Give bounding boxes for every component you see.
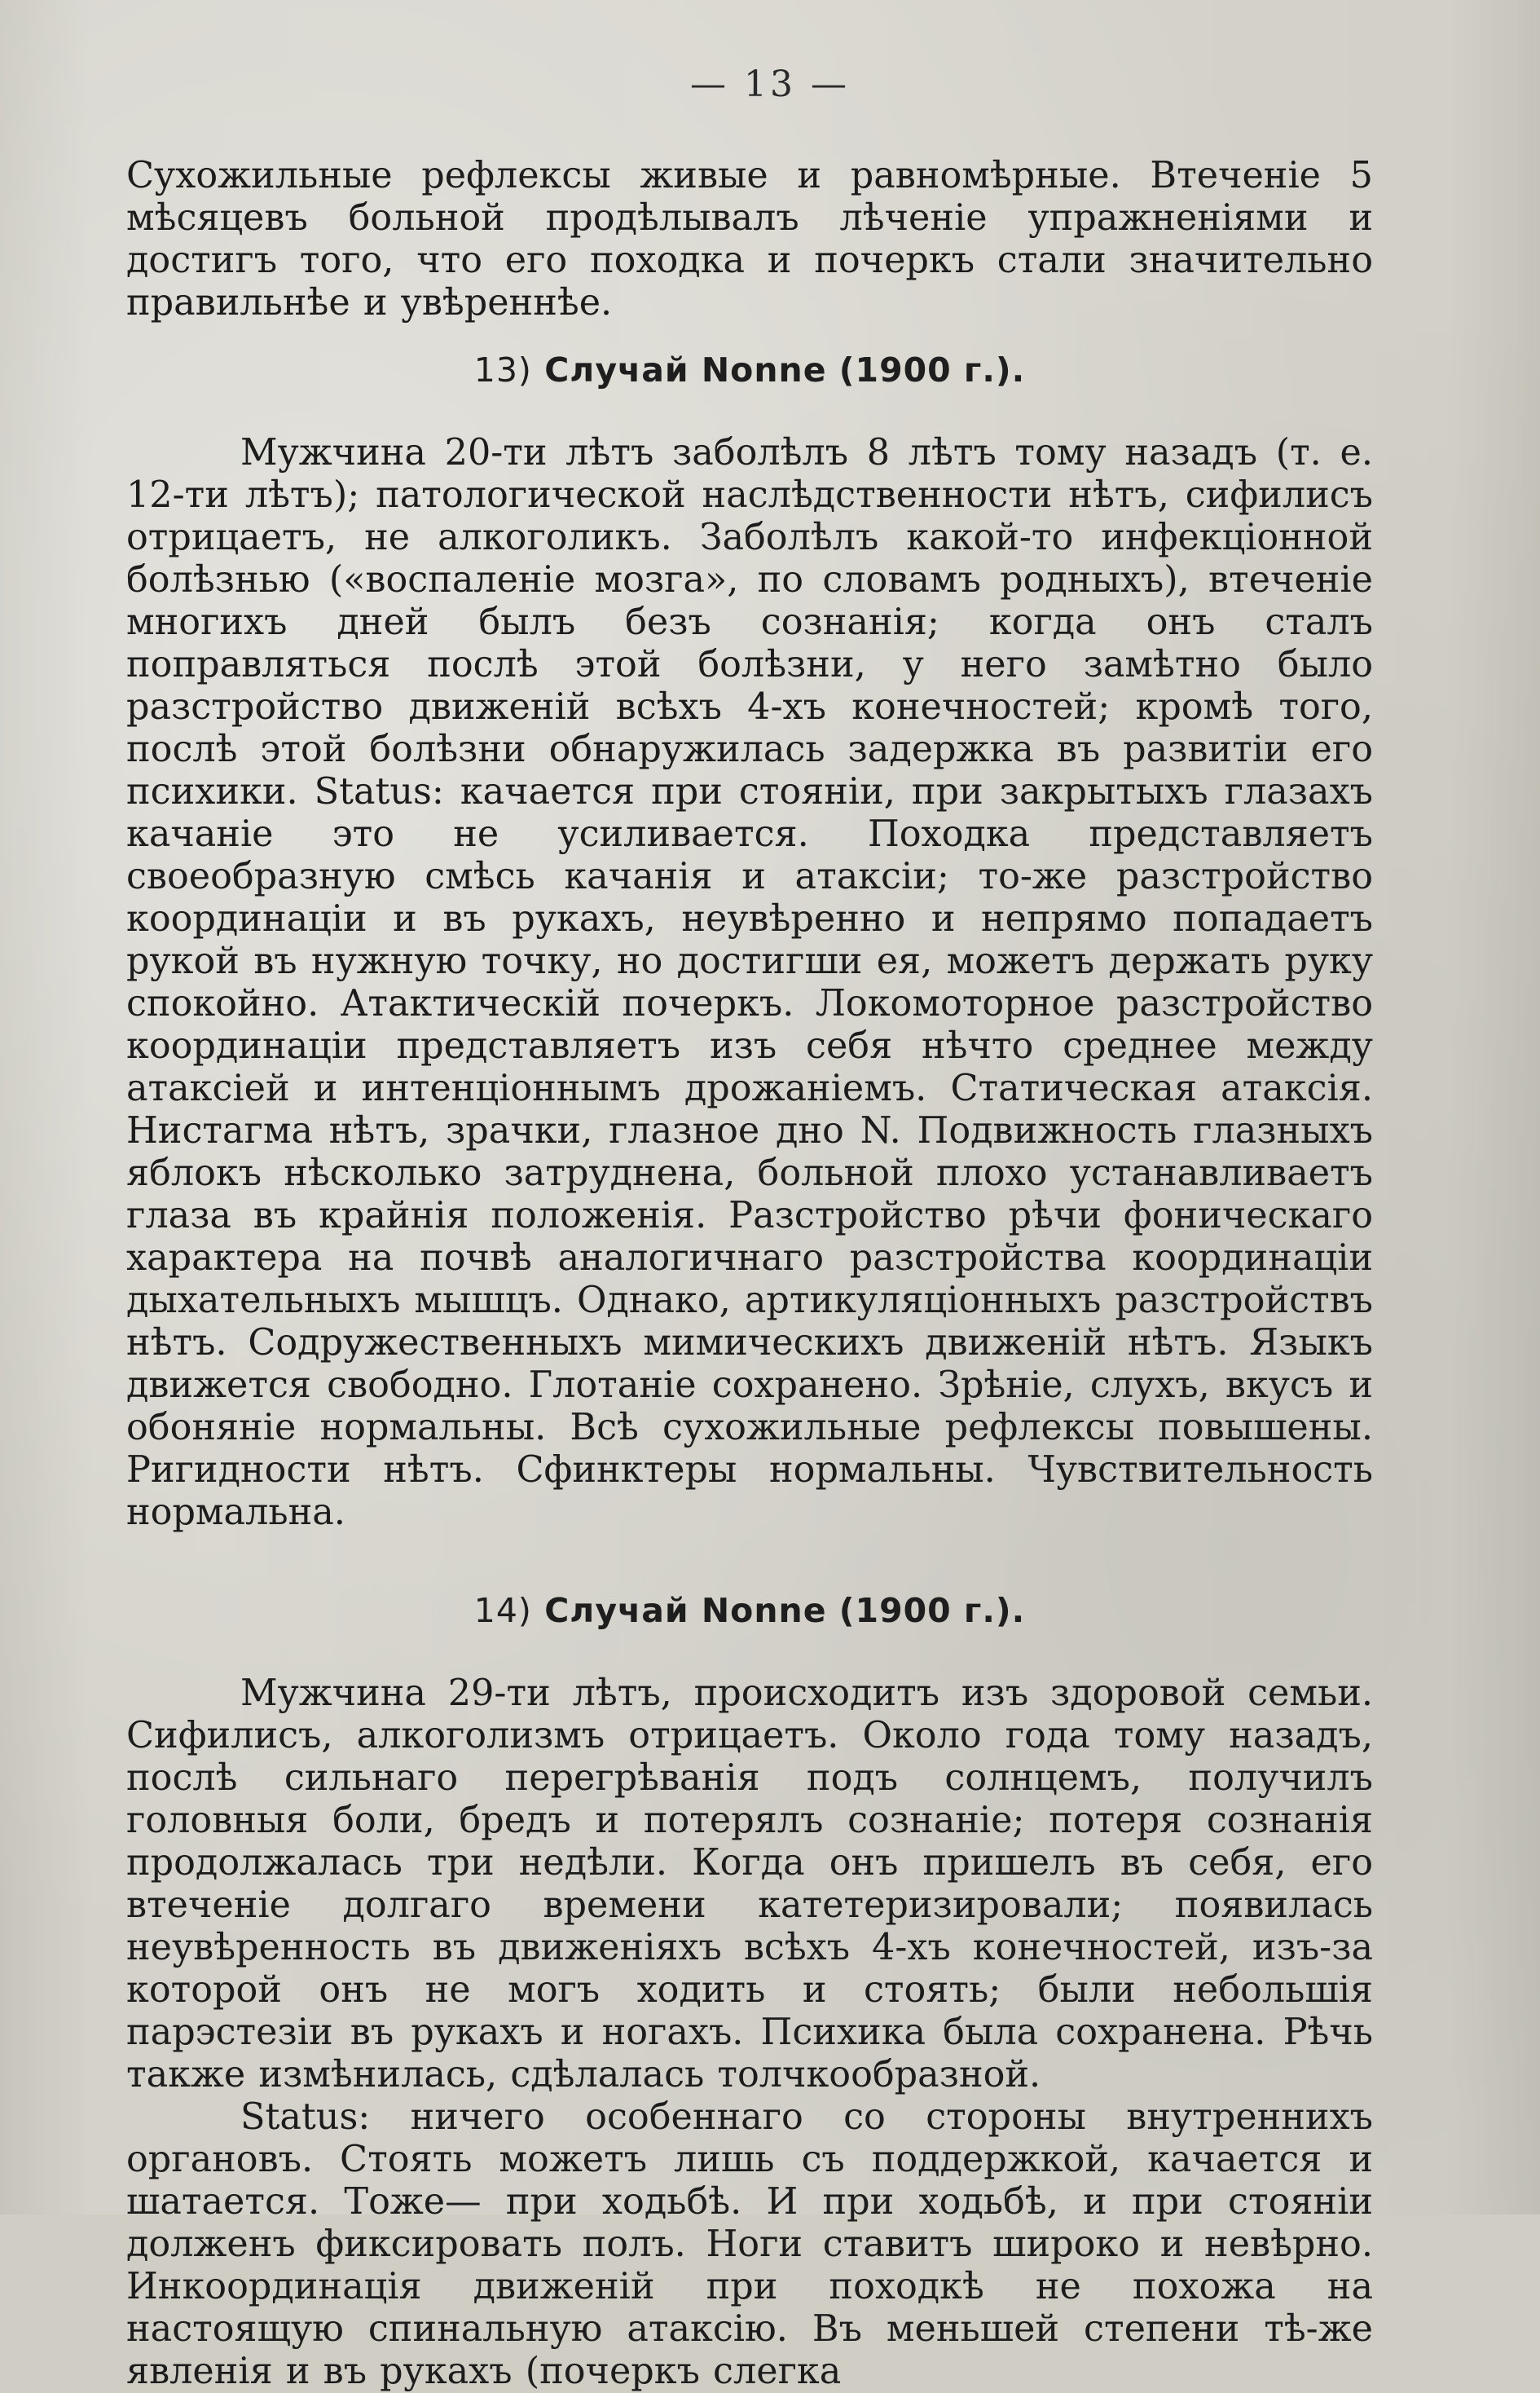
case-14-paragraph-2: Status: ничего особеннаго со стороны внутреннихъ органовъ. Стоять можетъ лишь съ поддержкой, качается и шатается. Тоже— при ходьбѣ. И при ходьбѣ, и при стояніи долженъ фиксировать полъ. Ноги ставитъ широко и невѣрно. Инкоординація движеній при походкѣ не похожа на настоящую спинальную атаксію. Въ меньшей степени тѣ-же явленія и въ рукахъ (почеркъ слегка — [126, 2096, 1373, 2392]
spacer — [126, 324, 1373, 349]
page-body — [126, 155, 1373, 2393]
spacer — [126, 1632, 1373, 1672]
case-13-heading-number: 13) — [473, 350, 532, 390]
spacer — [126, 391, 1373, 432]
case-13-heading — [126, 349, 1373, 391]
case-14-heading — [126, 1589, 1373, 1632]
case-14-heading-text: Случай Nonne (1900 г.). — [544, 1591, 1026, 1630]
case-14-paragraph-1: Мужчина 29-ти лѣтъ, происходитъ изъ здоровой семьи. Сифилисъ, алкоголизмъ отрицаетъ. Около года тому назадъ, послѣ сильнаго перегрѣванія подъ солнцемъ, получилъ головныя боли, бредъ и потерялъ сознаніе; потеря сознанія продолжалась три недѣли. Когда онъ пришелъ въ себя, его втеченіе долгаго времени катетеризировали; появилась неувѣренность въ движеніяхъ всѣхъ 4-хъ конечностей, изъ-за которой онъ не могъ ходить и стоять; были небольшія парэстезіи въ рукахъ и ногахъ. Психика была сохранена. Рѣчь также измѣнилась, сдѣлалась толчкообразной. — [126, 1672, 1373, 2096]
spacer — [126, 1534, 1373, 1589]
case-13-paragraph: Мужчина 20-ти лѣтъ заболѣлъ 8 лѣтъ тому назадъ (т. е. 12-ти лѣтъ); патологической наслѣдственности нѣтъ, сифилисъ отрицаетъ, не алкоголикъ. Заболѣлъ какой-то инфекціонной болѣзнью («воспаленіе мозга», по словамъ родныхъ), втеченіе многихъ дней былъ безъ сознанія; когда онъ сталъ поправляться послѣ этой болѣзни, у него замѣтно было разстройство движеній всѣхъ 4-хъ конечностей; кромѣ того, послѣ этой болѣзни обнаружилась задержка въ развитіи его психики. Status: качается при стояніи, при закрытыхъ глазахъ качаніе это не усиливается. Походка представляетъ своеобразную смѣсь качанія и атаксіи; то-же разстройство координаціи и въ рукахъ, неувѣренно и непрямо попадаетъ рукой въ нужную точку, но достигши ея, можетъ держать руку спокойно. Атактическій почеркъ. Локомоторное разстройство координаціи представляетъ изъ себя нѣчто среднее между атаксіей и интенціоннымъ дрожаніемъ. Статическая атаксія. Нистагма нѣтъ, зрачки, глазное дно N. Подвижность глазныхъ яблокъ нѣсколько затруднена, больной плохо устанавливаетъ глаза въ крайнія положенія. Разстройство рѣчи фоническаго характера на почвѣ аналогичнаго разстройства координаціи дыхательныхъ мышцъ. Однако, артикуляціонныхъ разстройствъ нѣтъ. Содружественныхъ мимическихъ движеній нѣтъ. Языкъ движется свободно. Глотаніе сохранено. Зрѣніе, слухъ, вкусъ и обоняніе нормальны. Всѣ сухожильные рефлексы повышены. Ригидности нѣтъ. Сфинктеры нормальны. Чувствительность нормальна. — [126, 432, 1373, 1533]
case-13-heading-text: Случай Nonne (1900 г.). — [544, 350, 1026, 390]
case-14-heading-number: 14) — [473, 1591, 532, 1630]
page-number: — 13 — — [690, 64, 850, 105]
intro-paragraph: Сухожильные рефлексы живые и равномѣрные. Втеченіе 5 мѣсяцевъ больной продѣлывалъ лѣченіе упражненіями и достигъ того, что его походка и почеркъ стали значительно правильнѣе и увѣреннѣе. — [126, 155, 1373, 324]
